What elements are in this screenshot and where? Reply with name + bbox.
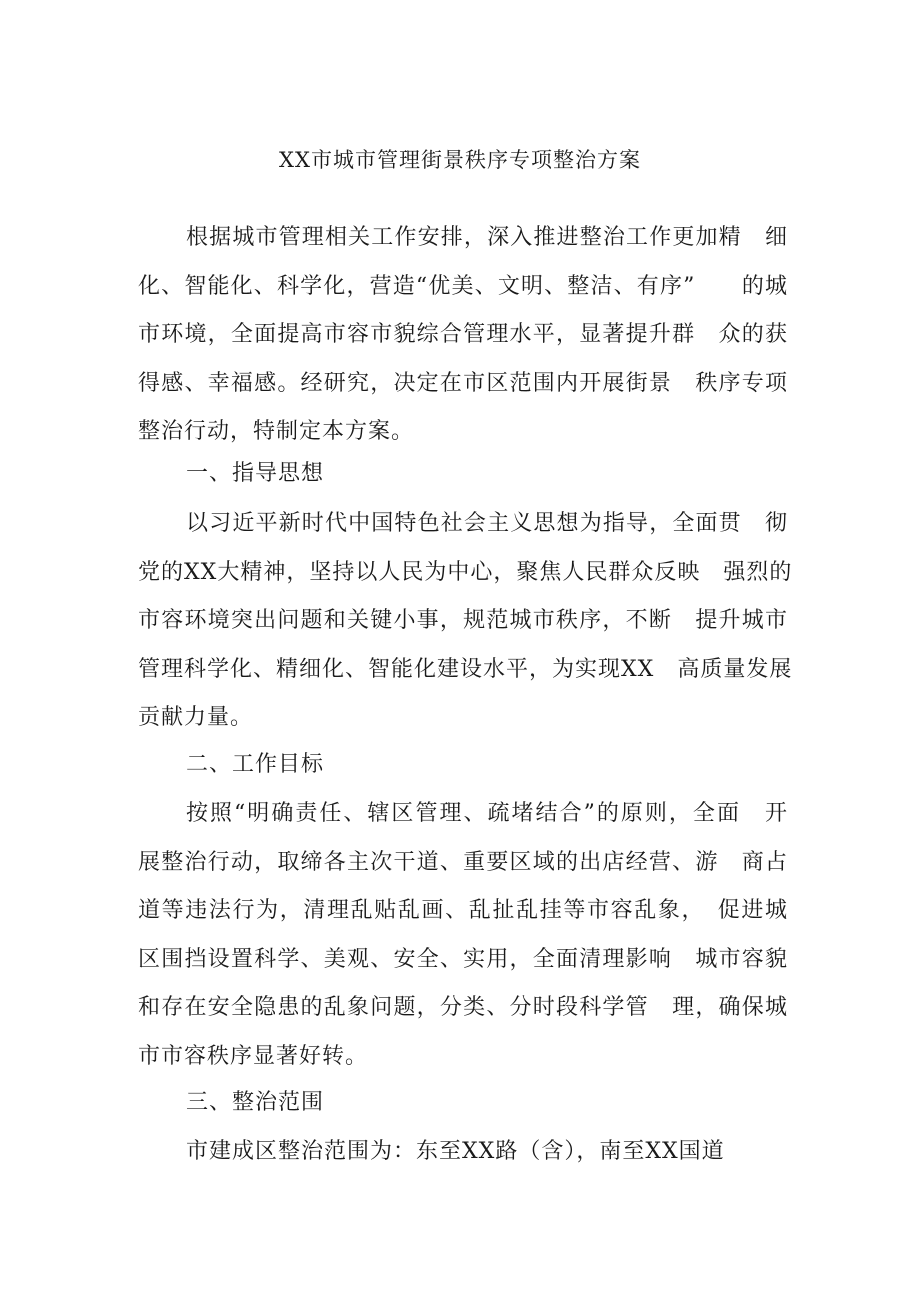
intro-line: 市环境，全面提高市容市貌综合管理水平，显著提升群 众的获 bbox=[138, 322, 788, 347]
section3-line: 市建成区整治范围为：东至XX路（含），南至XX国道 bbox=[186, 1139, 725, 1164]
section1-line: 以习近平新时代中国特色社会主义思想为指导，全面贯 彻 bbox=[186, 511, 788, 536]
section3-paragraph bbox=[138, 1128, 788, 1177]
section-heading-scope: 三、整治范围 bbox=[186, 1090, 325, 1115]
section2-paragraph bbox=[138, 790, 788, 1081]
intro-line: 整治行动，特制定本方案。 bbox=[138, 419, 415, 444]
section-heading-work-goals: 二、工作目标 bbox=[186, 752, 325, 777]
intro-paragraph bbox=[138, 214, 788, 457]
document-title: XX市城市管理街景秩序专项整治方案 bbox=[279, 148, 641, 172]
section1-line: 党的XX大精神，坚持以人民为中心，聚焦人民群众反映 强烈的 bbox=[138, 559, 793, 585]
intro-line: 化、智能化、科学化，营造“优美、文明、整洁、有序” 的城 bbox=[138, 273, 788, 299]
section1-line: 管理科学化、精细化、智能化建设水平，为实现XX 高质量发展 bbox=[138, 656, 793, 682]
intro-line: 得感、幸福感。经研究，决定在市区范围内开展街景 秩序专项 bbox=[138, 370, 788, 396]
section2-line: 按照“明确责任、辖区管理、疏堵结合”的原则，全面 开 bbox=[186, 801, 788, 826]
section2-line: 市市容秩序显著好转。 bbox=[138, 1043, 369, 1069]
section2-line: 展整治行动，取缔各主次干道、重要区域的出店经营、游 商占 bbox=[138, 849, 788, 875]
section2-line: 区围挡设置科学、美观、安全、实用，全面清理影响 城市容貌 bbox=[138, 946, 788, 972]
section2-line: 道等违法行为，清理乱贴乱画、乱扯乱挂等市容乱象， 促进城 bbox=[138, 898, 788, 923]
section1-line: 贡献力量。 bbox=[138, 705, 254, 730]
intro-line: 根据城市管理相关工作安排，深入推进整治工作更加精 细 bbox=[186, 225, 788, 250]
section1-line: 市容环境突出问题和关键小事，规范城市秩序，不断 提升城市 bbox=[138, 608, 788, 633]
section-heading-guiding-ideology: 一、指导思想 bbox=[186, 461, 325, 486]
section2-line: 和存在安全隐患的乱象问题，分类、分时段科学管 理，确保城 bbox=[138, 995, 788, 1020]
section1-paragraph bbox=[138, 500, 793, 743]
